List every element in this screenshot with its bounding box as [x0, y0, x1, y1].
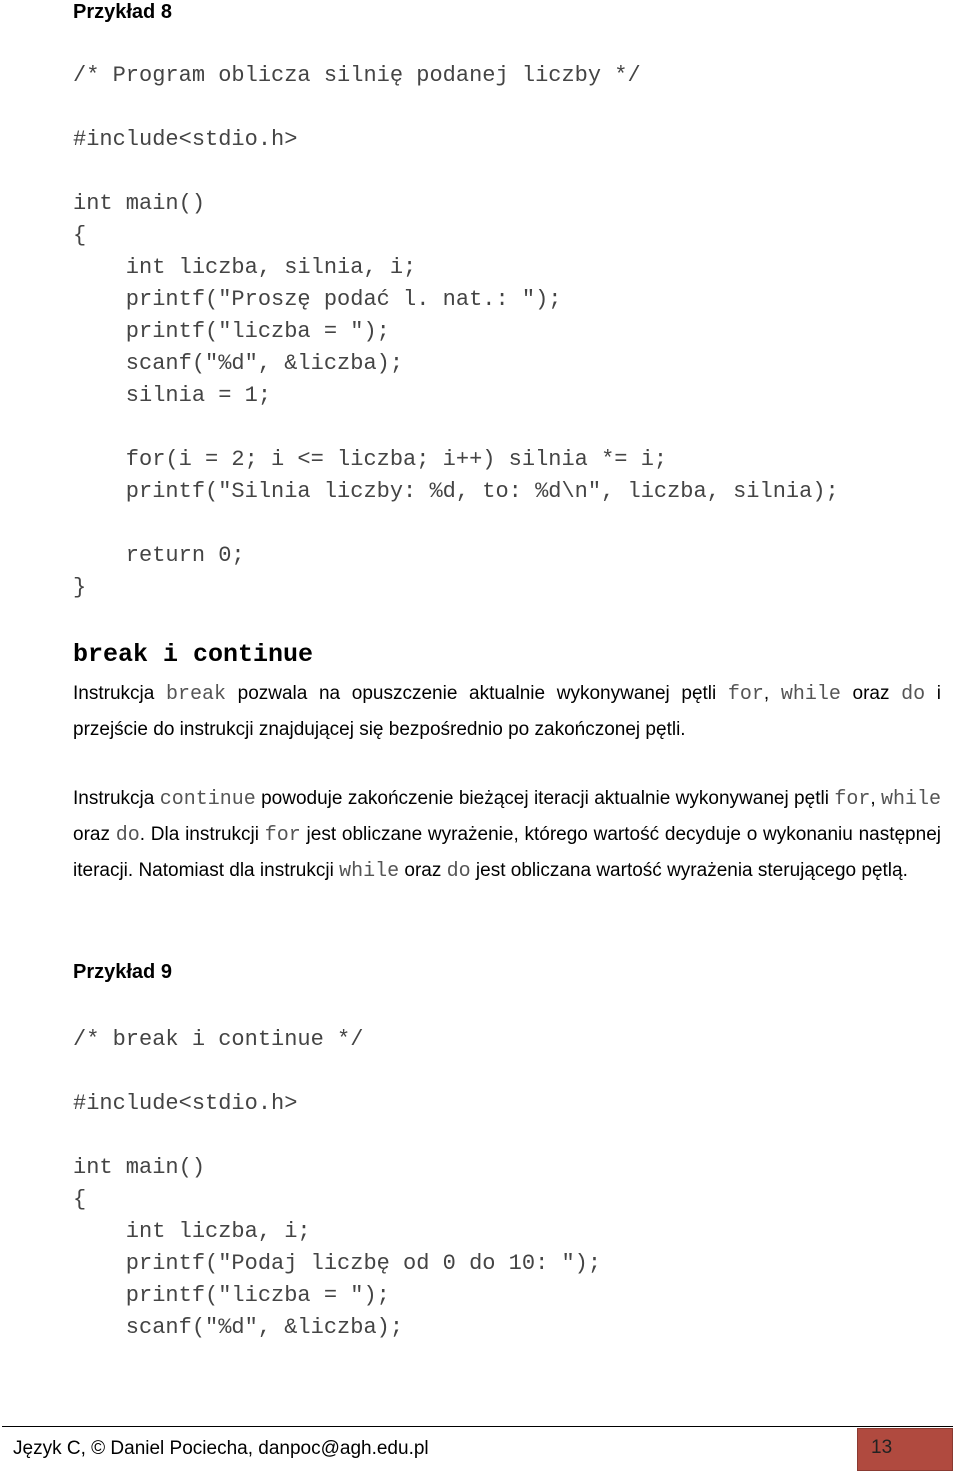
keyword-while: while: [881, 788, 942, 811]
example-9-heading: Przykład 9: [73, 961, 172, 983]
code-line: [73, 412, 839, 444]
page-number: 13: [871, 1437, 893, 1458]
code-line: printf("liczba = ");: [73, 319, 390, 344]
code-line: silnia = 1;: [73, 383, 272, 408]
keyword-for: for: [834, 788, 871, 811]
keyword-do: do: [115, 824, 140, 847]
code-line: [73, 156, 839, 188]
text-run: pozwala na opuszczenie aktualnie wykonywanej pętli: [225, 683, 728, 704]
keyword-break: break: [165, 683, 226, 706]
code-line: /* break i continue */: [73, 1027, 364, 1052]
text-run: i przejście do instrukcji znajdującej się bezpośrednio po zakończonej pętli.: [73, 683, 942, 740]
text-run: oraz: [840, 683, 902, 704]
text-run: . Dla instrukcji: [139, 824, 265, 845]
section-heading-break-continue: break i continue: [73, 640, 314, 669]
code-line: int main(): [73, 1155, 206, 1180]
code-line: #include<stdio.h>: [73, 1091, 298, 1116]
break-paragraph: [73, 676, 941, 747]
page-number-badge: [857, 1428, 953, 1471]
code-line: [73, 1120, 601, 1152]
keyword-for: for: [264, 824, 301, 847]
text-run: Instrukcja: [73, 683, 166, 704]
text-run: oraz: [73, 824, 116, 845]
code-line: scanf("%d", &liczba);: [73, 351, 404, 376]
code-line: for(i = 2; i <= liczba; i++) silnia *= i;: [73, 447, 668, 472]
code-line: printf("Silnia liczby: %d, to: %d\n", liczba, silnia);: [73, 479, 839, 504]
footer-divider: [2, 1426, 953, 1427]
code-line: scanf("%d", &liczba);: [73, 1315, 404, 1340]
text-run: powoduje zakończenie bieżącej iteracji aktualnie wykonywanej pętli: [255, 788, 835, 809]
example-8-heading: Przykład 8: [73, 1, 172, 23]
keyword-continue: continue: [159, 788, 256, 811]
text-run: oraz: [399, 860, 447, 881]
code-line: {: [73, 223, 87, 248]
continue-paragraph: [73, 781, 941, 889]
code-line: {: [73, 1187, 87, 1212]
keyword-while: while: [339, 860, 400, 883]
footer-text: Język C, © Daniel Pociecha, danpoc@agh.edu.pl: [13, 1438, 429, 1459]
code-line: #include<stdio.h>: [73, 127, 298, 152]
code-line: int liczba, i;: [73, 1219, 311, 1244]
code-line: [73, 92, 839, 124]
code-line: }: [73, 575, 87, 600]
code-line: printf("liczba = ");: [73, 1283, 390, 1308]
text-run: Instrukcja: [73, 788, 160, 809]
code-line: printf("Podaj liczbę od 0 do 10: ");: [73, 1251, 602, 1276]
keyword-do: do: [446, 860, 471, 883]
text-run: ,: [763, 683, 781, 704]
keyword-for: for: [727, 683, 764, 706]
code-line: [73, 508, 839, 540]
text-run: jest obliczane wyrażenie, którego wartość decyduje o wykonaniu następnej iteracji. Natomiast dla instrukcji: [73, 824, 941, 881]
code-line: int main(): [73, 191, 206, 216]
code-line: [73, 1056, 601, 1088]
keyword-while: while: [780, 683, 841, 706]
code-line: int liczba, silnia, i;: [73, 255, 417, 280]
example-8-code-block: [73, 60, 839, 604]
text-run: ,: [870, 788, 881, 809]
example-9-code-block: [73, 1024, 601, 1344]
code-line: /* Program oblicza silnię podanej liczby */: [73, 63, 641, 88]
code-line: return 0;: [73, 543, 245, 568]
keyword-do: do: [901, 683, 926, 706]
text-run: jest obliczana wartość wyrażenia sterującego pętlą.: [470, 860, 908, 881]
code-line: printf("Proszę podać l. nat.: ");: [73, 287, 562, 312]
